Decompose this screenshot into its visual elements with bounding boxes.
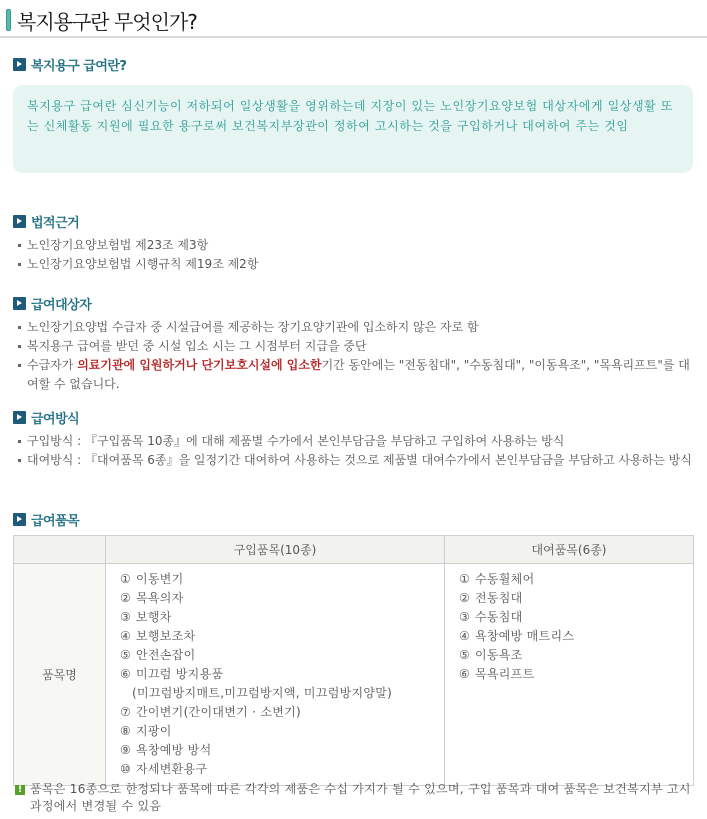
list-item: ⑦ 간이변기(간이대변기 · 소변기) bbox=[120, 705, 302, 719]
list-item: ⑥ 목욕리프트 bbox=[459, 667, 535, 681]
footnote bbox=[15, 781, 695, 815]
eligibility-list bbox=[17, 318, 693, 394]
item-text: 기간 동안에는 "전동침대", "수동침대", "이동욕조", "목욕리프트"를 대여할 수 없습니다. bbox=[27, 358, 690, 391]
page-title-text: 복지용구란 무엇인가? bbox=[17, 9, 197, 34]
list-item: ⑩ 자세변환용구 bbox=[120, 762, 208, 776]
purchase-items-cell bbox=[106, 564, 445, 786]
list-item: ⑨ 욕창예방 방석 bbox=[120, 743, 212, 757]
list-item: 노인장기요양법 수급자 중 시설급여를 제공하는 장기요양기관에 입소하지 않은 자로 함 bbox=[17, 318, 693, 337]
title-divider bbox=[0, 36, 707, 38]
list-item: ⑥ 미끄럼 방지용품 bbox=[120, 667, 224, 681]
items-table bbox=[13, 535, 694, 786]
page-title bbox=[6, 5, 197, 35]
section-heading-legal bbox=[13, 212, 79, 231]
title-marker-icon bbox=[6, 9, 11, 31]
purchase-header: 구입품목(10종) bbox=[106, 536, 445, 564]
section-heading-text: 급여방식 bbox=[31, 412, 80, 427]
section-heading-method bbox=[13, 408, 79, 427]
section-heading-text: 급여품목 bbox=[31, 514, 80, 529]
row-label: 품목명 bbox=[14, 564, 106, 786]
item-text: 수급자가 bbox=[27, 358, 78, 372]
arrow-bullet-icon bbox=[13, 411, 26, 424]
list-item: 노인장기요양보험법 제23조 제3항 bbox=[17, 236, 258, 255]
list-item: ③ 수동침대 bbox=[459, 610, 523, 624]
section-heading-eligibility bbox=[13, 294, 91, 313]
list-item: ① 수동휠체어 bbox=[459, 572, 535, 586]
arrow-bullet-icon bbox=[13, 58, 26, 71]
list-item: 복지용구 급여를 받던 중 시설 입소 시는 그 시점부터 지급을 중단 bbox=[17, 337, 693, 356]
list-item: ⑤ 이동욕조 bbox=[459, 648, 523, 662]
section-heading-text: 급여대상자 bbox=[31, 298, 92, 313]
section-heading-items bbox=[13, 510, 79, 529]
list-item: 대여방식 : 『대여품목 6종』을 일정기간 대여하여 사용하는 것으로 제품별 대여수가에서 본인부담금을 부담하고 사용하는 방식 bbox=[17, 451, 693, 470]
table-corner-cell bbox=[14, 536, 106, 564]
list-item: ③ 보행차 bbox=[120, 610, 172, 624]
section-heading-text: 복지용구 급여란? bbox=[31, 59, 127, 74]
section-heading-text: 법적근거 bbox=[31, 216, 80, 231]
rental-items-cell bbox=[445, 564, 694, 786]
list-item: 구입방식 : 『구입품목 10종』에 대해 제품별 수가에서 본인부담금을 부담하고 구입하여 사용하는 방식 bbox=[17, 432, 693, 451]
list-item-subtext: (미끄럼방지매트,미끄럼방지액, 미끄럼방지양말) bbox=[132, 686, 393, 700]
list-item: ④ 욕창예방 매트리스 bbox=[459, 629, 575, 643]
list-item: ⑤ 안전손잡이 bbox=[120, 648, 196, 662]
table-header-row bbox=[14, 536, 694, 564]
rental-header: 대여품목(6종) bbox=[445, 536, 694, 564]
definition-box bbox=[13, 85, 693, 173]
table-row bbox=[14, 564, 694, 786]
definition-text: 복지용구 급여란 심신기능이 저하되어 일상생활을 영위하는데 지장이 있는 노인장기요양보험 대상자에게 일상생활 또는 신체활동 지원에 필요한 용구로써 보건복지부장관이 정하여 고시하는 것을 구입하거나 대여하여 주는 것임 bbox=[27, 99, 673, 133]
method-list bbox=[17, 432, 693, 470]
list-item: ① 이동변기 bbox=[120, 572, 184, 586]
list-item: ④ 보행보조차 bbox=[120, 629, 196, 643]
highlight-text: 의료기관에 입원하거나 단기보호시설에 입소한 bbox=[77, 358, 322, 372]
list-item: ② 전동침대 bbox=[459, 591, 523, 605]
footnote-text: 품목은 16종으로 한정되나 품목에 따른 각각의 제품은 수십 가지가 될 수 있으며, 구입 품목과 대여 품목은 보건복지부 고시 과정에서 변경될 수 있음 bbox=[30, 782, 691, 813]
arrow-bullet-icon bbox=[13, 513, 26, 526]
list-item: ② 목욕의자 bbox=[120, 591, 184, 605]
section-heading-definition bbox=[13, 55, 126, 74]
legal-list bbox=[17, 236, 258, 274]
arrow-bullet-icon bbox=[13, 297, 26, 310]
list-item: 노인장기요양보험법 시행규칙 제19조 제2항 bbox=[17, 255, 258, 274]
arrow-bullet-icon bbox=[13, 215, 26, 228]
list-item: ⑧ 지팡이 bbox=[120, 724, 172, 738]
list-item bbox=[17, 356, 693, 394]
exclamation-icon: ! bbox=[15, 785, 25, 795]
